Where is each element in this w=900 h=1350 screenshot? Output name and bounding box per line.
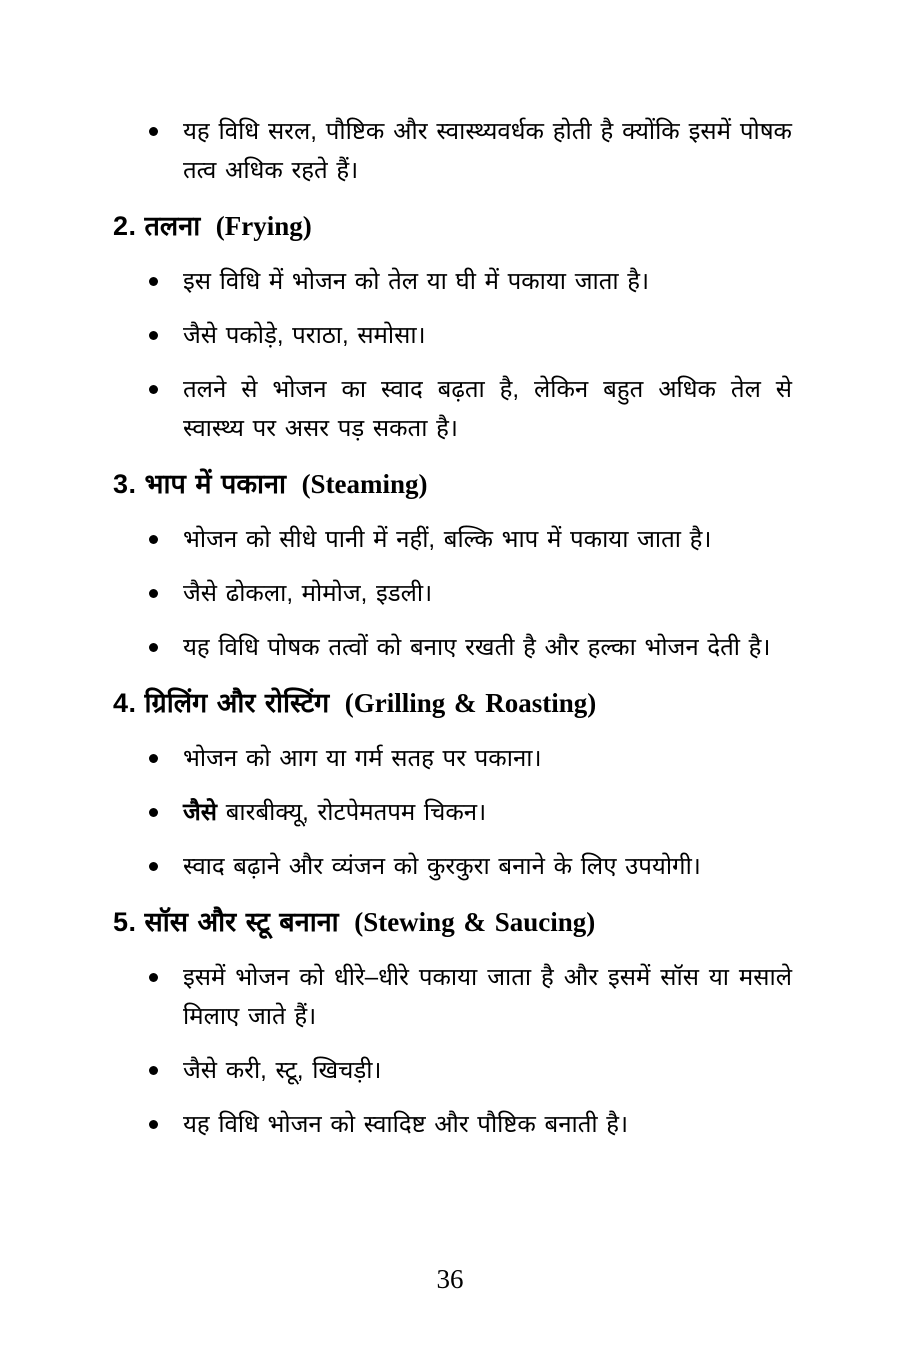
- bullet-icon: [149, 1066, 158, 1075]
- section-number: 2.: [113, 211, 137, 241]
- bullet-text: इस विधि में भोजन को तेल या घी में पकाया जाता है।: [183, 268, 650, 295]
- bullet-icon: [149, 589, 158, 598]
- section-title-hindi: तलना: [144, 211, 201, 241]
- list-item: [113, 574, 792, 613]
- list-item: [113, 1051, 792, 1090]
- list-item: [113, 112, 792, 190]
- bullet-icon: [149, 385, 158, 394]
- list-item: [113, 739, 792, 778]
- page-number: 36: [436, 1264, 464, 1294]
- bullet-bold-lead: जैसे: [183, 799, 218, 826]
- bullet-text: भोजन को सीधे पानी में नहीं, बल्कि भाप में पकाया जाता है।: [183, 526, 712, 553]
- bullet-text: स्वाद बढ़ाने और व्यंजन को कुरकुरा बनाने के लिए उपयोगी।: [183, 853, 701, 880]
- list-item: [113, 793, 792, 832]
- bullet-text: [183, 799, 486, 826]
- section-title-hindi: भाप में पकाना: [144, 469, 287, 499]
- bullet-icon: [149, 808, 158, 817]
- section-bullet-list: [113, 262, 792, 448]
- list-item: [113, 958, 792, 1036]
- bullet-icon: [149, 862, 158, 871]
- section-grilling-roasting: [113, 682, 792, 886]
- section-bullet-list: [113, 739, 792, 886]
- bullet-text: जैसे पकोड़े, पराठा, समोसा।: [183, 322, 426, 349]
- bullet-icon: [149, 1120, 158, 1129]
- section-title-english: (Steaming): [301, 469, 428, 499]
- bullet-text-rest: बारबीक्यू, रोटपेमतपम चिकन।: [217, 799, 487, 826]
- bullet-text: भोजन को आग या गर्म सतह पर पकाना।: [183, 745, 542, 772]
- list-item: [113, 316, 792, 355]
- section-number: 3.: [113, 469, 137, 499]
- list-item: [113, 1105, 792, 1144]
- list-item: [113, 262, 792, 301]
- section-title-english: (Frying): [215, 211, 312, 241]
- section-frying: [113, 205, 792, 448]
- bullet-text: यह विधि पोषक तत्वों को बनाए रखती है और हल्का भोजन देती है।: [183, 634, 771, 661]
- list-item: [113, 628, 792, 667]
- bullet-text: यह विधि सरल, पौष्टिक और स्वास्थ्यवर्धक होती है क्योंकि इसमें पोषक तत्व अधिक रहते हैं।: [183, 118, 792, 184]
- bullet-icon: [149, 277, 158, 286]
- bullet-icon: [149, 754, 158, 763]
- section-number: 4.: [113, 688, 137, 718]
- section-steaming: [113, 463, 792, 667]
- bullet-text: तलने से भोजन का स्वाद बढ़ता है, लेकिन बहुत अधिक तेल से स्वास्थ्य पर असर पड़ सकता है।: [183, 376, 792, 442]
- section-stewing-saucing: [113, 901, 792, 1144]
- intro-bullet-list: [113, 112, 792, 190]
- list-item: [113, 520, 792, 559]
- list-item: [113, 370, 792, 448]
- bullet-icon: [149, 973, 158, 982]
- bullet-text: यह विधि भोजन को स्वादिष्ट और पौष्टिक बनाती है।: [183, 1111, 629, 1138]
- section-heading: [113, 205, 792, 247]
- section-title-hindi: सॉस और स्टू बनाना: [144, 907, 339, 937]
- section-title-english: (Stewing & Saucing): [354, 907, 596, 937]
- section-heading: [113, 463, 792, 505]
- section-title-english: (Grilling & Roasting): [344, 688, 597, 718]
- bullet-text: जैसे करी, स्टू, खिचड़ी।: [183, 1057, 382, 1084]
- bullet-text: इसमें भोजन को धीरे–धीरे पकाया जाता है और इसमें सॉस या मसाले मिलाए जाते हैं।: [183, 964, 792, 1030]
- section-bullet-list: [113, 520, 792, 667]
- section-bullet-list: [113, 958, 792, 1144]
- section-title-hindi: ग्रिलिंग और रोस्टिंग: [144, 688, 330, 718]
- section-number: 5.: [113, 907, 137, 937]
- bullet-icon: [149, 643, 158, 652]
- bullet-icon: [149, 331, 158, 340]
- bullet-text: जैसे ढोकला, मोमोज, इडली।: [183, 580, 433, 607]
- list-item: [113, 847, 792, 886]
- section-heading: [113, 682, 792, 724]
- bullet-icon: [149, 127, 158, 136]
- section-heading: [113, 901, 792, 943]
- bullet-icon: [149, 535, 158, 544]
